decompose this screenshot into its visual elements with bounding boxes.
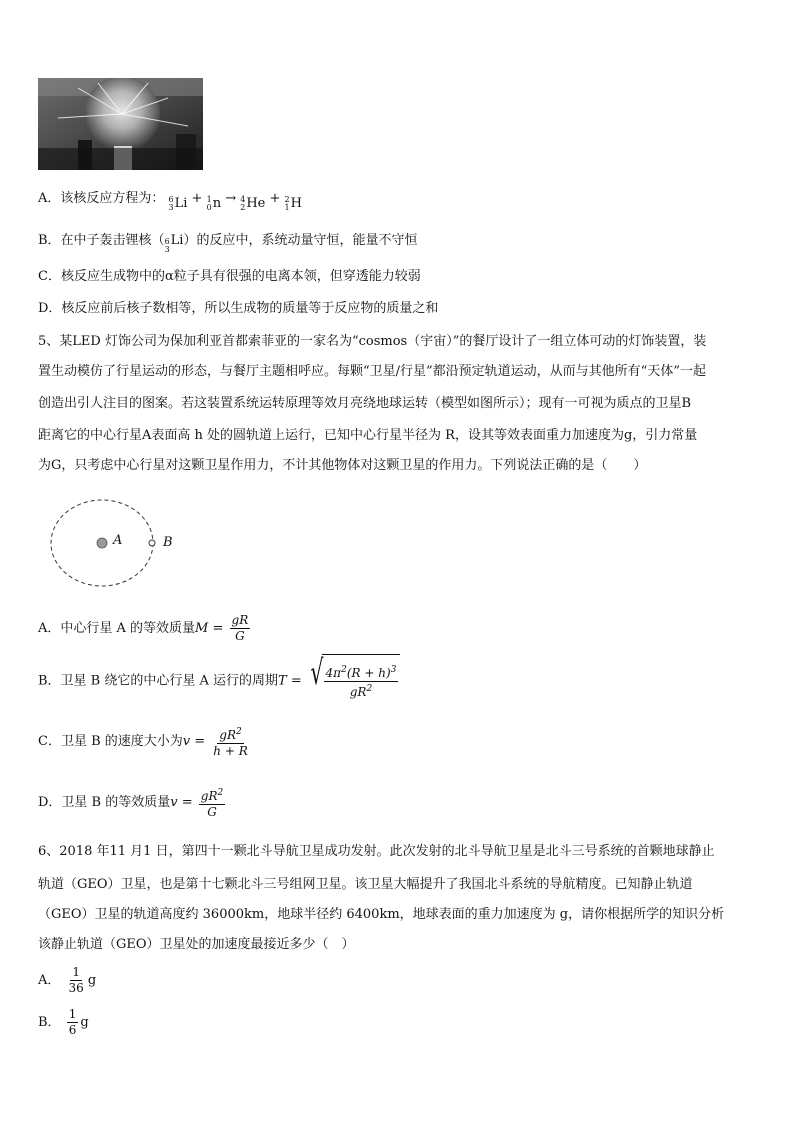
q6-stem-line-3: （GEO）卫星的轨道高度约 36000km，地球半径约 6400km，地球表面的重力加速度为 g，请你根据所学的知识分析 [38,907,725,922]
q4-option-a: A．该核反应方程为： 6 3 Li + 1 0 n → 4 2 He + 2 1 H [38,191,302,212]
q5-stem-line-3: 创造出引人注目的图案。若这装置系统运转原理等效月亮绕地球运转（模型如图所示）；现有一可视为质点的卫星B [38,396,692,411]
q5-stem-line-2: 置生动模仿了行星运动的形态，与餐厅主题相呼应。每颗“卫星/行星”都沿预定轨道运动，从而与其他所有“天体”一起 [38,364,706,379]
label-b: B [163,535,173,550]
q5-stem-line-1: 5、某LED 灯饰公司为保加利亚首都索菲亚的一家名为“cosmos（宇宙）”的餐厅设计了一组立体可动的灯饰装置，装 [38,334,707,349]
q4-option-d: D．核反应前后核子数相等，所以生成物的质量等于反应物的质量之和 [38,301,439,316]
q6-stem-line-2: 轨道（GEO）卫星，也是第十七颗北斗三号组网卫星。该卫星大幅提升了我国北斗系统的导航精度。已知静止轨道 [38,877,693,892]
q6-option-b: B． $\frac{1}{6}$ g [38,1007,89,1037]
q6-stem-line-4: 该静止轨道（GEO）卫星处的加速度最接近多少（ ） [38,937,355,952]
q5-option-d: D．卫星 B 的等效质量v = $\frac{gR^2}{G}$ [38,787,224,819]
q5-option-b: B．卫星 B 绕它的中心行星 A 运行的周期T = √ $\frac{4\pi^2(R + h)^3}{gR^2}$ [38,654,400,708]
q6-option-a: A． $\frac{1}{36}$ g [38,965,97,995]
q5-stem-line-5: 为G，只考虑中心行星对这颗卫星作用力，不计其他物体对这颗卫星的作用力。下列说法正确的是（ ） [38,458,647,473]
orbit-diagram [48,497,188,589]
label-a: A [113,533,123,548]
q5-stem-line-4: 距离它的中心行星A表面高 h 处的圆轨道上运行，已知中心行星半径为 R，设其等效表面重力加速度为g，引力常量 [38,428,698,443]
q5-option-a: A．中心行星 A 的等效质量M = $\frac{gR}{G}$ [38,613,249,643]
q4-option-b: B．在中子轰击锂核（ 6 3 Li）的反应中，系统动量守恒，能量不守恒 [38,233,418,254]
q4-option-c: C．核反应生成物中的α粒子具有很强的电离本领，但穿透能力较弱 [38,269,421,284]
q6-stem-line-1: 6、2018 年11 月1 日，第四十一颗北斗导航卫星成功发射。此次发射的北斗导航卫星是北斗三号系统的首颗地球静止 [38,844,715,859]
q5-option-c: C．卫星 B 的速度大小为v = $\frac{gR^2}{h + R}$ [38,726,248,758]
plasma-ball-photo [38,78,203,170]
